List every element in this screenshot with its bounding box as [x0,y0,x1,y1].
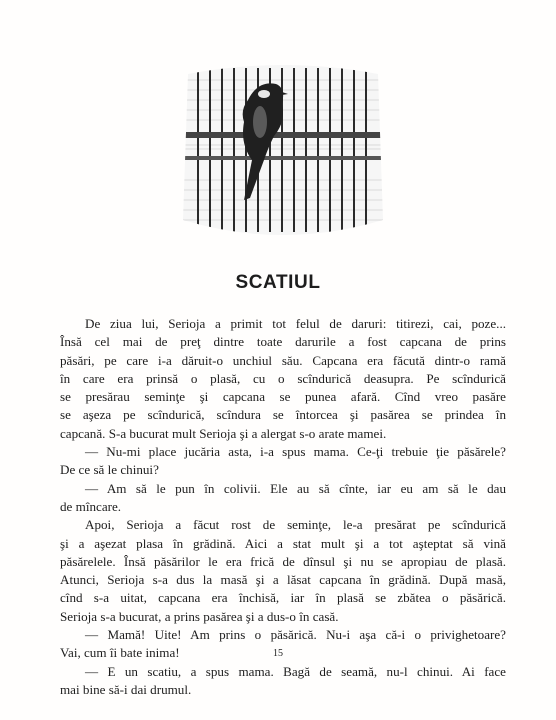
page-title: SCATIUL [235,272,321,293]
text-line: se aşeza pe scîndurică, scîndura se întorcea şi pasărea se prindea în [60,407,506,423]
story-text [60,315,506,699]
text-line: — E un scatiu, a spus mama. Bagă de seamă, nu-l chinui. Ai face [85,663,506,679]
bird-in-cage-icon [178,60,388,240]
text-line: capcană. S-a bucurat mult Serioja şi a alergat s-o arate mamei. [60,425,387,441]
text-line: — Mamă! Uite! Am prins o păsărică. Nu-i aşa că-i o privighetoare? [85,627,506,643]
text-line: se presărau seminţe şi capcana se punea afară. Cînd vreo pasăre [60,389,506,405]
text-line: Vai, cum îi bate inima! [60,645,180,661]
text-line: — Nu-mi place jucăria asta, i-a spus mama. Ce-ţi trebuie ţie păsărele? [85,444,506,460]
text-line: De ziua lui, Serioja a primit tot felul de daruri: titirezi, cai, poze... [85,316,506,331]
text-line: De ce să le chinui? [60,462,159,478]
text-line: mai bine să-i dai drumul. [60,681,192,697]
text-line: — Am să le pun în colivii. Ele au să cînte, iar eu am să le dau [85,480,506,496]
text-line: Atunci, Serioja s-a dus la masă şi a lăsat capcana în grădină. După masă, [60,572,506,588]
text-line: şi a aşezat plasa în grădină. Aici a stat mult şi a tot aşteptat să vină [60,535,506,551]
text-line: Însă cel mai de preţ dintre toate darurile a fost capcana de prins [60,334,506,350]
text-line: păsărelele. Însă păsărilor le era frică de dînsul şi nu se apropiau de plasă. [60,553,506,569]
text-line: de mîncare. [60,498,122,514]
page-number: 15 [273,648,283,659]
text-line: Serioja s-a bucurat, a prins pasărea şi a dus-o în casă. [60,608,339,624]
text-line: în care era prinsă o plasă, cu o scîndurică deasupra. Pe scîndurică [60,370,506,386]
text-line: Apoi, Serioja a făcut rost de seminţe, le-a presărat pe scîndurică [85,517,506,533]
text-line: cînd s-a uitat, capcana era închisă, iar în plasă se zbătea o păsărică. [60,590,506,606]
text-line: păsări, pe care i-a dăruit-o unchiul său. Capcana era făcută dintr-o ramă [60,352,506,368]
